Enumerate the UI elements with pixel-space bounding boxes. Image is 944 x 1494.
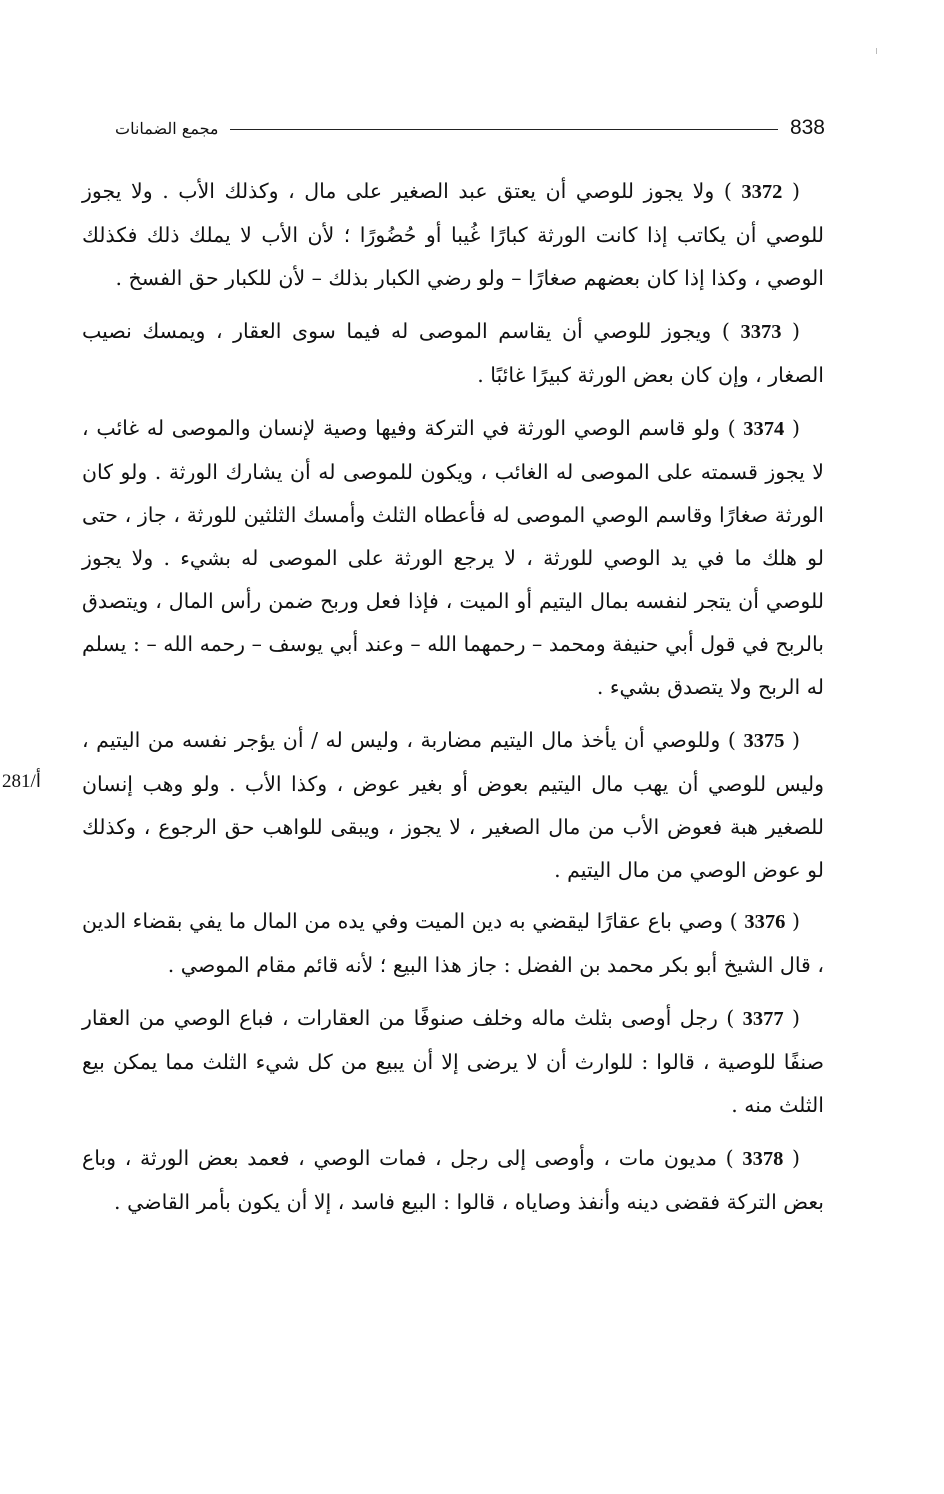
entry-text: ولو قاسم الوصي الورثة في التركة وفيها وصية لإنسان والموصى له غائب ، لا يجوز قسمته على الموصى له الغائب ، ويكون للموصى له أن يشارك الورثة . ولو كان الورثة صغارًا وقاسم الوصي الموصى له فأعطاه الثلث وأمسك الثلثين للورثة ، جاز ، حتى لو هلك ما في يد الوصي للورثة ، لا يرجع الورثة على الموصى له بشيء . ولا يجوز للوصي أن يتجر لنفسه بمال اليتيم أو الميت ، فإذا فعل وربح ضمن رأس المال ، ويتصدق بالربح في قول أبي حنيفة ومحمد – رحمهما الله – وعند أبي يوسف – رحمه الله – : يسلم له الربح ولا يتصدق بشيء . [82, 416, 824, 699]
entry-3373: ( 3373 ) ويجوز للوصي أن يقاسم الموصى له فيما سوى العقار ، ويمسك نصيب الصغار ، وإن كان بعض الورثة كبيرًا غائبًا . [82, 319, 824, 387]
entry-3375: ( 3375 ) وللوصي أن يأخذ مال اليتيم مضاربة ، وليس له / أن يؤجر نفسه من اليتيم ، وليس للوصي أن يهب مال اليتيم بعوض أو بغير عوض ، وكذا الأب . ولو وهب إنسان للصغير هبة فعوض الأب من مال الصغير ، لا يجوز ، ويبقى للواهب حق الرجوع ، وكذلك لو عوض الوصي من مال اليتيم . [82, 728, 824, 882]
entry-text: ويجوز للوصي أن يقاسم الموصى له فيما سوى العقار ، ويمسك نصيب الصغار ، وإن كان بعض الورثة كبيرًا غائبًا . [82, 319, 824, 387]
header-rule [230, 129, 777, 130]
entry-number: 3378 [742, 1148, 784, 1170]
running-title: مجمع الضمانات [115, 118, 219, 138]
margin-folio-reference: 281/أ [2, 771, 42, 792]
scan-edge-mark [876, 48, 877, 54]
entry-number: 3374 [743, 418, 785, 440]
entry-3376: ( 3376 ) وصي باع عقارًا ليقضي به دين الميت وفي يده من المال ما يفي بقضاء الدين ، قال الشيخ أبو بكر محمد بن الفضل : جاز هذا البيع ؛ لأنه قائم مقام الموصي . [82, 909, 824, 977]
page-body [82, 170, 824, 1234]
entry-3377: ( 3377 ) رجل أوصى بثلث ماله وخلف صنوفًا من العقارات ، فباع الوصي من العقار صنفًا للوصية ، قالوا : للوارث أن لا يرضى إلا أن يبيع من كل شيء الثلث مما يمكن بيع الثلث منه . [82, 1006, 824, 1117]
entry-number: 3373 [740, 321, 782, 343]
entry-text: ولا يجوز للوصي أن يعتق عبد الصغير على مال ، وكذلك الأب . ولا يجوز للوصي أن يكاتب إذا كانت الورثة كبارًا غُيبا أو حُضُورًا ؛ لأن الأب لا يملك ذلك فكذلك الوصي ، وكذا إذا كان بعضهم صغارًا – ولو رضي الكبار بذلك – لأن للكبار حق الفسخ . [82, 179, 824, 290]
entry-text: رجل أوصى بثلث ماله وخلف صنوفًا من العقارات ، فباع الوصي من العقار صنفًا للوصية ، قالوا : للوارث أن لا يرضى إلا أن يبيع من كل شيء الثلث مما يمكن بيع الثلث منه . [82, 1006, 824, 1117]
entry-text: وللوصي أن يأخذ مال اليتيم مضاربة ، وليس له / أن يؤجر نفسه من اليتيم ، وليس للوصي أن يهب مال اليتيم بعوض أو بغير عوض ، وكذا الأب . ولو وهب إنسان للصغير هبة فعوض الأب من مال الصغير ، لا يجوز ، ويبقى للواهب حق الرجوع ، وكذلك لو عوض الوصي من مال اليتيم . [82, 728, 824, 882]
entry-number: 3372 [741, 181, 783, 203]
entry-text: مديون مات ، وأوصى إلى رجل ، فمات الوصي ، فعمد بعض الورثة ، وباع بعض التركة فقضى دينه وأنفذ وصاياه ، قالوا : البيع فاسد ، إلا أن يكون بأمر القاضي . [82, 1146, 824, 1214]
entry-3374: ( 3374 ) ولو قاسم الوصي الورثة في التركة وفيها وصية لإنسان والموصى له غائب ، لا يجوز قسمته على الموصى له الغائب ، ويكون للموصى له أن يشارك الورثة . ولو كان الورثة صغارًا وقاسم الوصي الموصى له فأعطاه الثلث وأمسك الثلثين للورثة ، جاز ، حتى لو هلك ما في يد الوصي للورثة ، لا يرجع الورثة على الموصى له بشيء . ولا يجوز للوصي أن يتجر لنفسه بمال اليتيم أو الميت ، فإذا فعل وربح ضمن رأس المال ، ويتصدق بالربح في قول أبي حنيفة ومحمد – رحمهما الله – وعند أبي يوسف – رحمه الله – : يسلم له الربح ولا يتصدق بشيء . [82, 416, 824, 699]
entry-text: وصي باع عقارًا ليقضي به دين الميت وفي يده من المال ما يفي بقضاء الدين ، قال الشيخ أبو بكر محمد بن الفضل : جاز هذا البيع ؛ لأنه قائم مقام الموصي . [82, 909, 824, 977]
page-header [115, 112, 825, 144]
entry-number: 3375 [743, 730, 785, 752]
page-number: 838 [789, 116, 825, 139]
entry-number: 3376 [744, 911, 786, 933]
entry-3372: ( 3372 ) ولا يجوز للوصي أن يعتق عبد الصغير على مال ، وكذلك الأب . ولا يجوز للوصي أن يكاتب إذا كانت الورثة كبارًا غُيبا أو حُضُورًا ؛ لأن الأب لا يملك ذلك فكذلك الوصي ، وكذا إذا كان بعضهم صغارًا – ولو رضي الكبار بذلك – لأن للكبار حق الفسخ . [82, 179, 824, 290]
entry-3378: ( 3378 ) مديون مات ، وأوصى إلى رجل ، فمات الوصي ، فعمد بعض الورثة ، وباع بعض التركة فقضى دينه وأنفذ وصاياه ، قالوا : البيع فاسد ، إلا أن يكون بأمر القاضي . [82, 1146, 824, 1214]
entry-number: 3377 [742, 1008, 784, 1030]
